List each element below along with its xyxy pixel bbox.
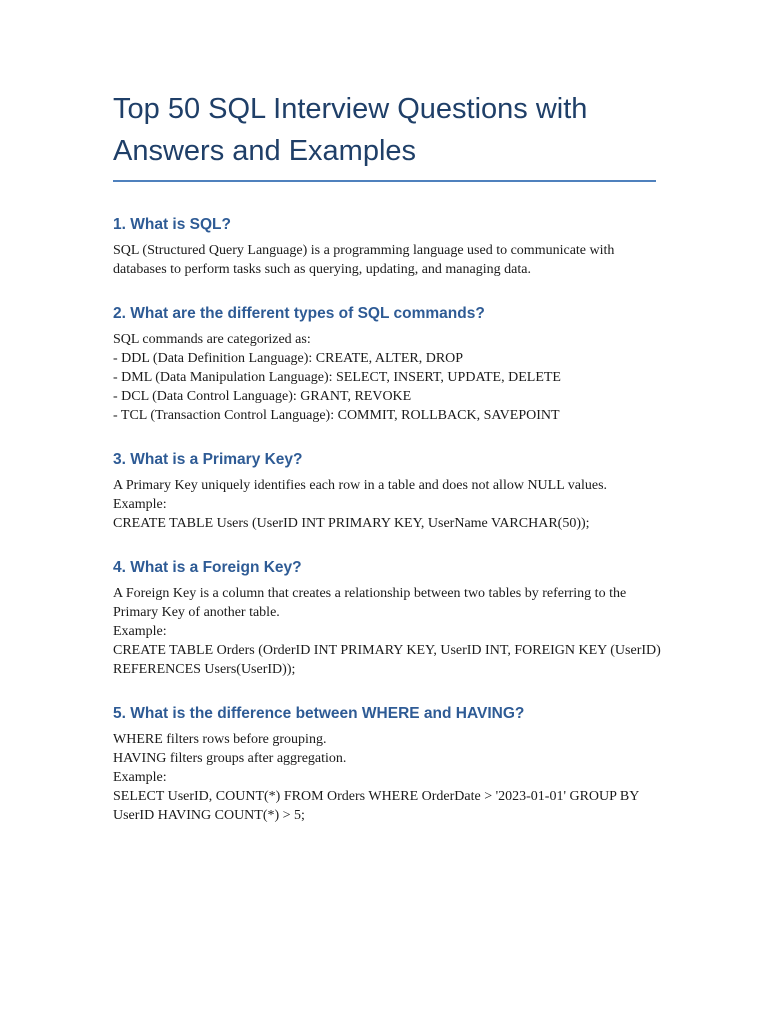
document-page: [113, 88, 661, 850]
title-divider: [113, 180, 656, 182]
answer-line: - TCL (Transaction Control Language): COMMIT, ROLLBACK, SAVEPOINT: [113, 408, 560, 423]
question-section: [113, 704, 656, 825]
answer-line: - DCL (Data Control Language): GRANT, REVOKE: [113, 389, 412, 404]
answer-line: Example:: [113, 770, 167, 785]
answer-line: A Primary Key uniquely identifies each row in a table and does not allow NULL values.: [113, 478, 608, 493]
code-example-line: SELECT UserID, COUNT(*) FROM Orders WHERE OrderDate > '2023-01-01' GROUP BY: [113, 789, 640, 804]
question-heading: 1. What is SQL?: [113, 216, 231, 233]
question-section: [113, 215, 656, 279]
code-example-line: CREATE TABLE Users (UserID INT PRIMARY KEY, UserName VARCHAR(50));: [113, 516, 590, 531]
question-section: [113, 558, 661, 679]
answer-line: SQL (Structured Query Language) is a programming language used to communicate with: [113, 243, 615, 258]
question-heading: 4. What is a Foreign Key?: [113, 559, 302, 576]
code-example-line: REFERENCES Users(UserID));: [113, 662, 296, 677]
answer-line: SQL commands are categorized as:: [113, 332, 311, 347]
answer-line: A Foreign Key is a column that creates a relationship between two tables by referring to the: [113, 586, 627, 601]
answer-line: Primary Key of another table.: [113, 605, 280, 620]
answer-line: HAVING filters groups after aggregation.: [113, 751, 347, 766]
answer-line: WHERE filters rows before grouping.: [113, 732, 327, 747]
question-heading: 5. What is the difference between WHERE and HAVING?: [113, 705, 525, 722]
question-section: [113, 450, 656, 533]
question-section: [113, 304, 656, 425]
document-title-line: Answers and Examples: [113, 135, 417, 167]
answer-line: Example:: [113, 624, 167, 639]
code-example-line: CREATE TABLE Orders (OrderID INT PRIMARY KEY, UserID INT, FOREIGN KEY (UserID): [113, 643, 661, 658]
document-title: [113, 88, 656, 180]
answer-line: - DDL (Data Definition Language): CREATE, ALTER, DROP: [113, 351, 464, 366]
code-example-line: UserID HAVING COUNT(*) > 5;: [113, 808, 305, 823]
question-heading: 3. What is a Primary Key?: [113, 451, 303, 468]
answer-line: databases to perform tasks such as querying, updating, and managing data.: [113, 262, 531, 277]
question-heading: 2. What are the different types of SQL commands?: [113, 305, 485, 322]
answer-line: - DML (Data Manipulation Language): SELECT, INSERT, UPDATE, DELETE: [113, 370, 561, 385]
answer-line: Example:: [113, 497, 167, 512]
document-title-line: Top 50 SQL Interview Questions with: [113, 93, 588, 125]
